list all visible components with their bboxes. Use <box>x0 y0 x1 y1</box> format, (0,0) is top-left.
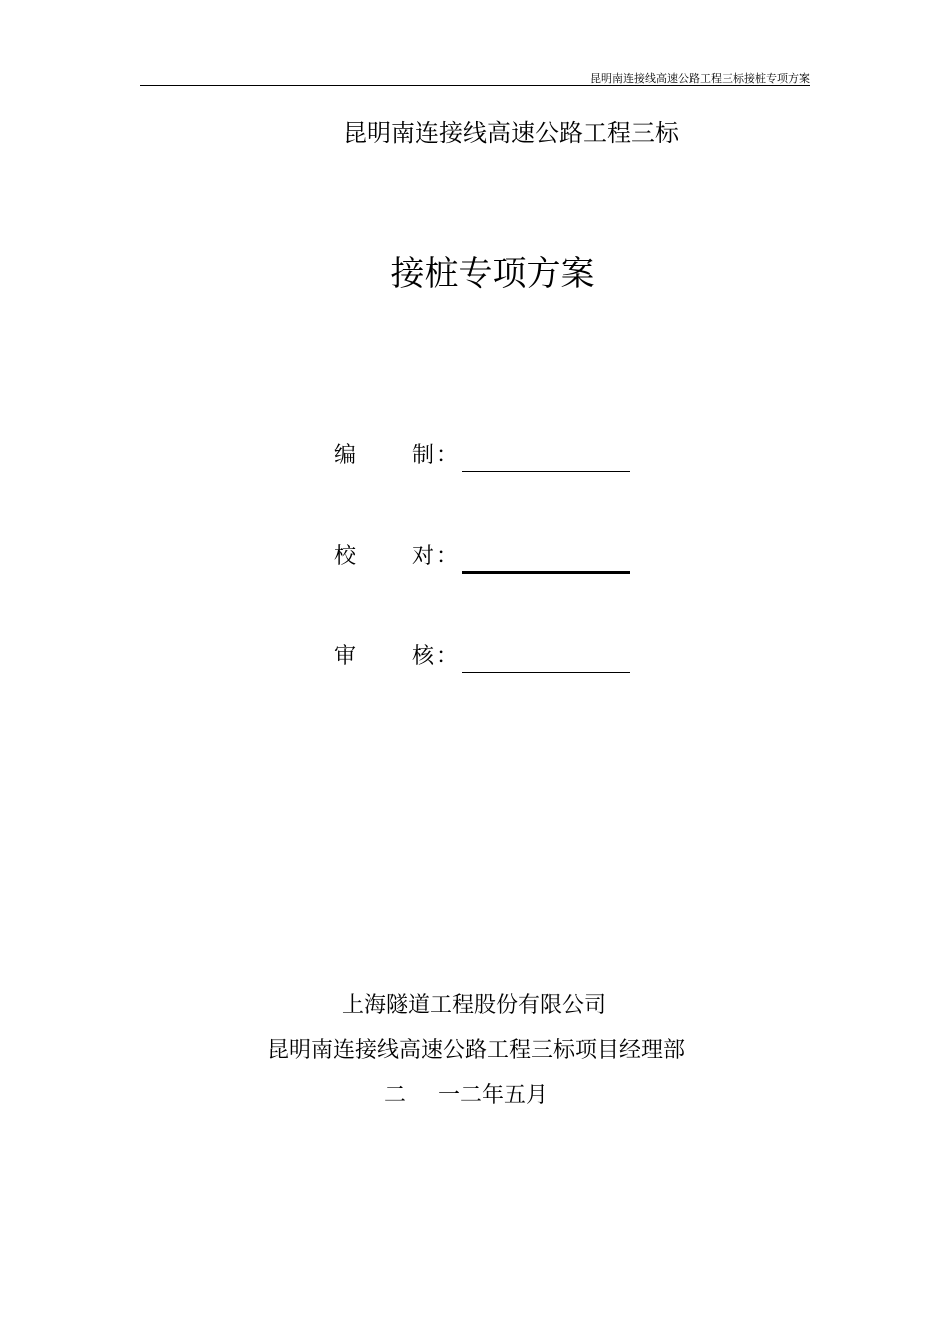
signature-blank-line <box>462 571 630 574</box>
signature-label-char: 编 <box>334 443 357 468</box>
signature-label-char: 校 <box>334 544 357 569</box>
signature-label-char: 核 <box>412 644 435 669</box>
signature-row-compile <box>334 441 634 475</box>
document-title: 接桩专项方案 <box>390 254 595 294</box>
signature-row-proofread <box>334 542 634 576</box>
signature-row-review <box>334 642 634 676</box>
company-name: 上海隧道工程股份有限公司 <box>341 993 606 1018</box>
signature-label-char: 制 <box>412 443 435 468</box>
header-rule <box>140 85 810 86</box>
signature-label-char: 审 <box>334 644 357 669</box>
signature-blank-line <box>462 471 630 472</box>
running-header: 昆明南连接线高速公路工程三标接桩专项方案 <box>590 72 810 85</box>
department-name: 昆明南连接线高速公路工程三标项目经理部 <box>266 1038 685 1063</box>
signature-colon: ： <box>436 544 459 569</box>
signature-colon: ： <box>436 443 459 468</box>
signature-blank-line <box>462 672 630 673</box>
signature-label-char: 对 <box>412 544 435 569</box>
issue-date-year-prefix: 二 <box>384 1083 407 1108</box>
project-name: 昆明南连接线高速公路工程三标 <box>343 119 679 147</box>
issue-date-rest: 一二年五月 <box>438 1083 549 1108</box>
signature-colon: ： <box>436 644 459 669</box>
